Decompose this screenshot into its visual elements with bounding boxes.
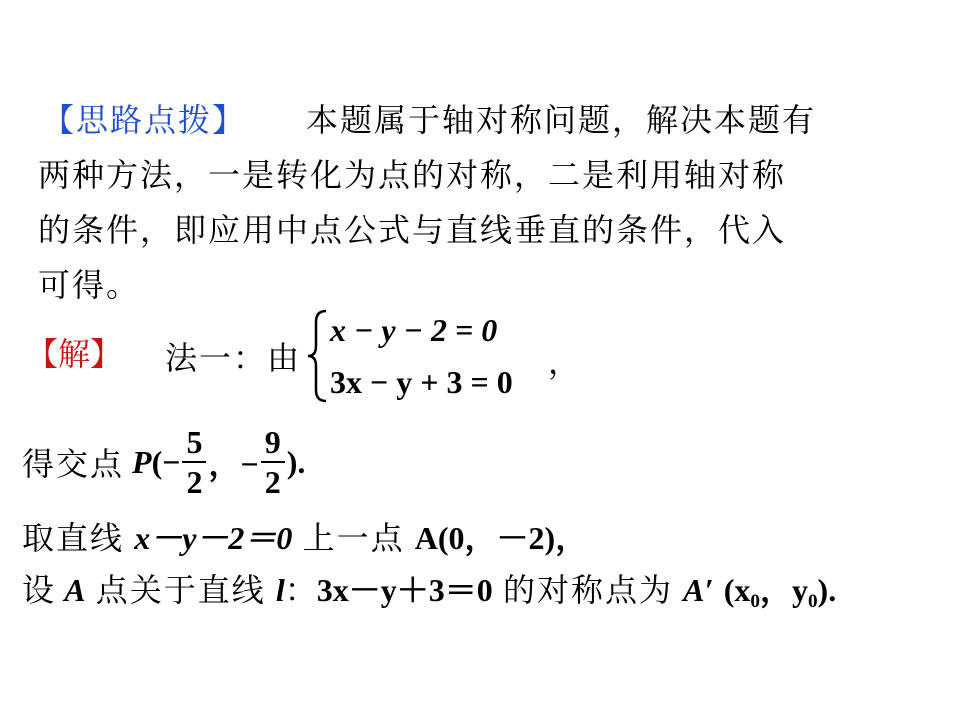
equation-2-text: 3x − y + 3 = 0 xyxy=(330,364,513,400)
equation-1-text: x − y − 2 = 0 xyxy=(330,312,498,348)
take-point-line xyxy=(22,516,587,560)
intersection-line xyxy=(22,422,305,502)
take-line-equation: x－y－2＝0 xyxy=(134,520,293,556)
coords-sub-x: 0 xyxy=(750,591,760,612)
fraction-y-numerator: 9 xyxy=(261,423,285,463)
set-colon: ： xyxy=(284,571,317,609)
left-brace xyxy=(304,308,330,404)
symmetric-point-line xyxy=(22,568,836,624)
method-one-prefix: 法一：由 xyxy=(165,339,302,377)
take-prefix: 取直线 xyxy=(22,519,125,557)
coords-close: ). xyxy=(817,572,837,608)
hint-text-1: 本题属于轴对称问题，解决本题有 xyxy=(306,101,817,139)
solution-label: 【解】 xyxy=(26,335,123,373)
fraction-y-denominator: 2 xyxy=(264,464,281,500)
coords-sub-y: 0 xyxy=(807,591,818,612)
line-l: l xyxy=(275,572,285,608)
hint-line-3: 的条件，即应用中点公式与直线垂直的条件，代入 xyxy=(38,211,787,249)
coords-comma: ，y xyxy=(759,572,808,608)
a-prime: A′ xyxy=(683,572,714,608)
set-t3: 的对称点为 xyxy=(502,571,673,609)
set-a: A xyxy=(64,572,86,608)
fraction-x-numerator: 5 xyxy=(182,423,206,463)
hint-line-2: 两种方法，一是转化为点的对称，二是利用轴对称 xyxy=(38,156,787,194)
coords-open: (x xyxy=(723,572,751,608)
trailing-comma: ， xyxy=(548,343,581,381)
fraction-y xyxy=(261,423,285,501)
coords xyxy=(723,572,837,612)
take-mid: 上一点 xyxy=(302,519,405,557)
hint-label: 【思路点拨】 xyxy=(42,101,247,139)
set-t1: 设 xyxy=(22,571,55,609)
open-paren-minus: (− xyxy=(151,443,181,480)
hint-line-4: 可得。 xyxy=(38,266,141,304)
fraction-x-denominator: 2 xyxy=(186,464,203,500)
separator-minus: ，− xyxy=(208,446,259,482)
equation-2 xyxy=(330,362,513,402)
set-t2: 点关于直线 xyxy=(95,571,266,609)
close-paren: ). xyxy=(286,443,306,480)
line-l-equation: 3x－y＋3＝0 xyxy=(316,572,493,608)
point-a: A(0，－2)， xyxy=(414,520,588,556)
point-p: P xyxy=(132,443,152,480)
intersection-prefix: 得交点 xyxy=(22,445,125,483)
equation-1 xyxy=(330,310,497,350)
hint-line-1 xyxy=(42,92,816,148)
fraction-x xyxy=(182,423,206,501)
